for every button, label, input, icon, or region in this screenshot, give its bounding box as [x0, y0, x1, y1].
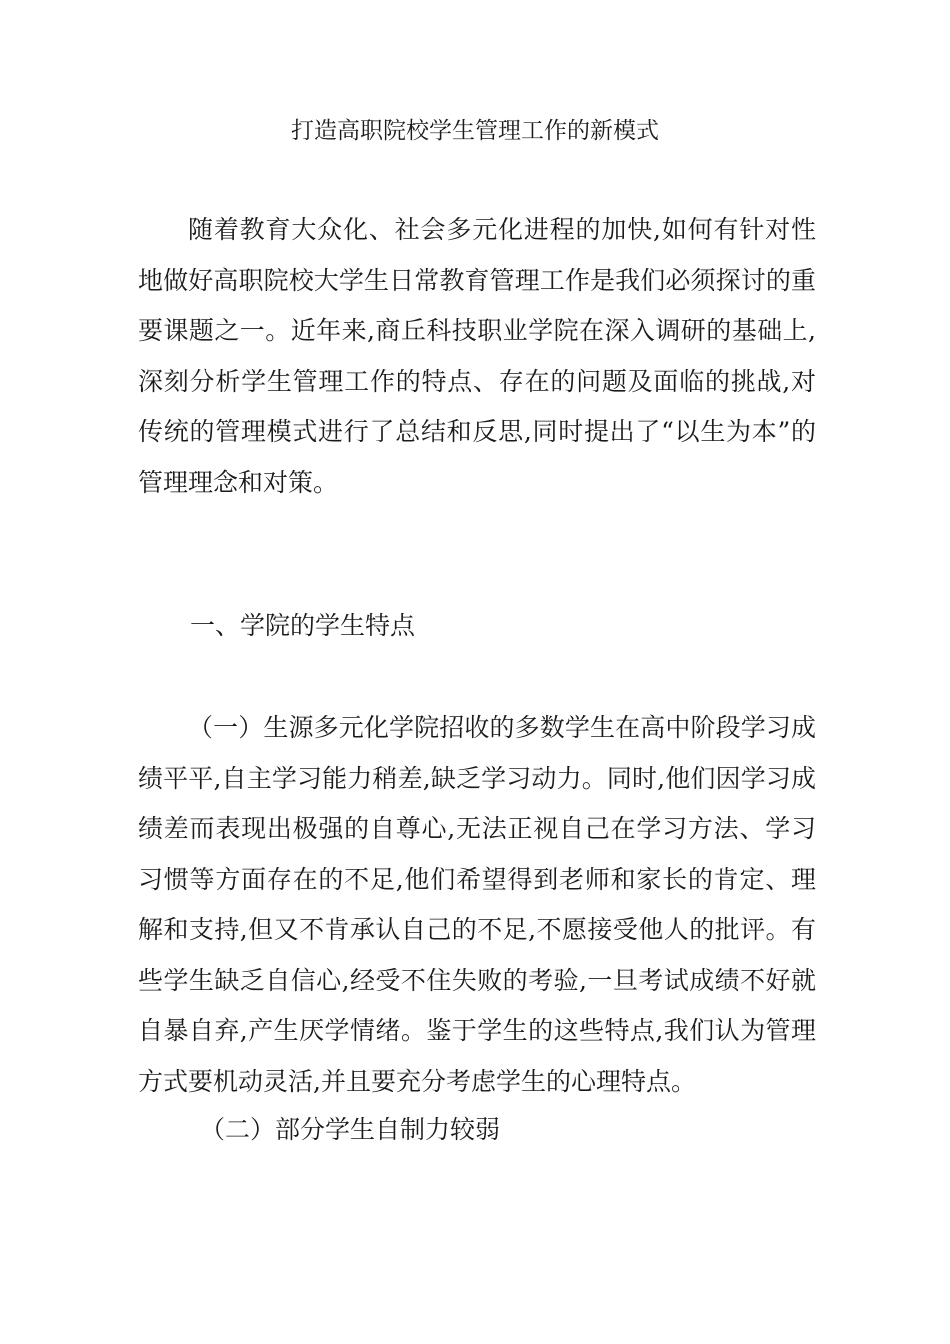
document-title: 打造高职院校学生管理工作的新模式 — [291, 118, 659, 144]
section-heading-student-characteristics: 一、学院的学生特点 — [190, 611, 416, 640]
paragraph-diverse-student-sources: （一）生源多元化学院招收的多数学生在高中阶段学习成绩平平,自主学习能力稍差,缺乏学习动力。同时,他们因学习成绩差而表现出极强的自尊心,无法正视自己在学习方法、学习习惯等方面存在的不足,他们希望得到老师和家长的肯定、理解和支持,但又不肯承认自己的不足,不愿接受他人的批评。有些学生缺乏自信心,经受不住失败的考验,一旦考试成绩不好就自暴自弃,产生厌学情绪。鉴于学生的这些特点,我们认为管理方式要机动灵活,并且要充分考虑学生的心理特点。 — [138, 713, 816, 1096]
subheading-weak-self-control: （二）部分学生自制力较弱 — [200, 1115, 501, 1144]
intro-paragraph: 随着教育大众化、社会多元化进程的加快,如何有针对性地做好高职院校大学生日常教育管理工作是我们必须探讨的重要课题之一。近年来,商丘科技职业学院在深入调研的基础上,深刻分析学生管理工作的特点、存在的问题及面临的挑战,对传统的管理模式进行了总结和反思,同时提出了“以生为本”的管理理念和对策。 — [138, 215, 816, 497]
